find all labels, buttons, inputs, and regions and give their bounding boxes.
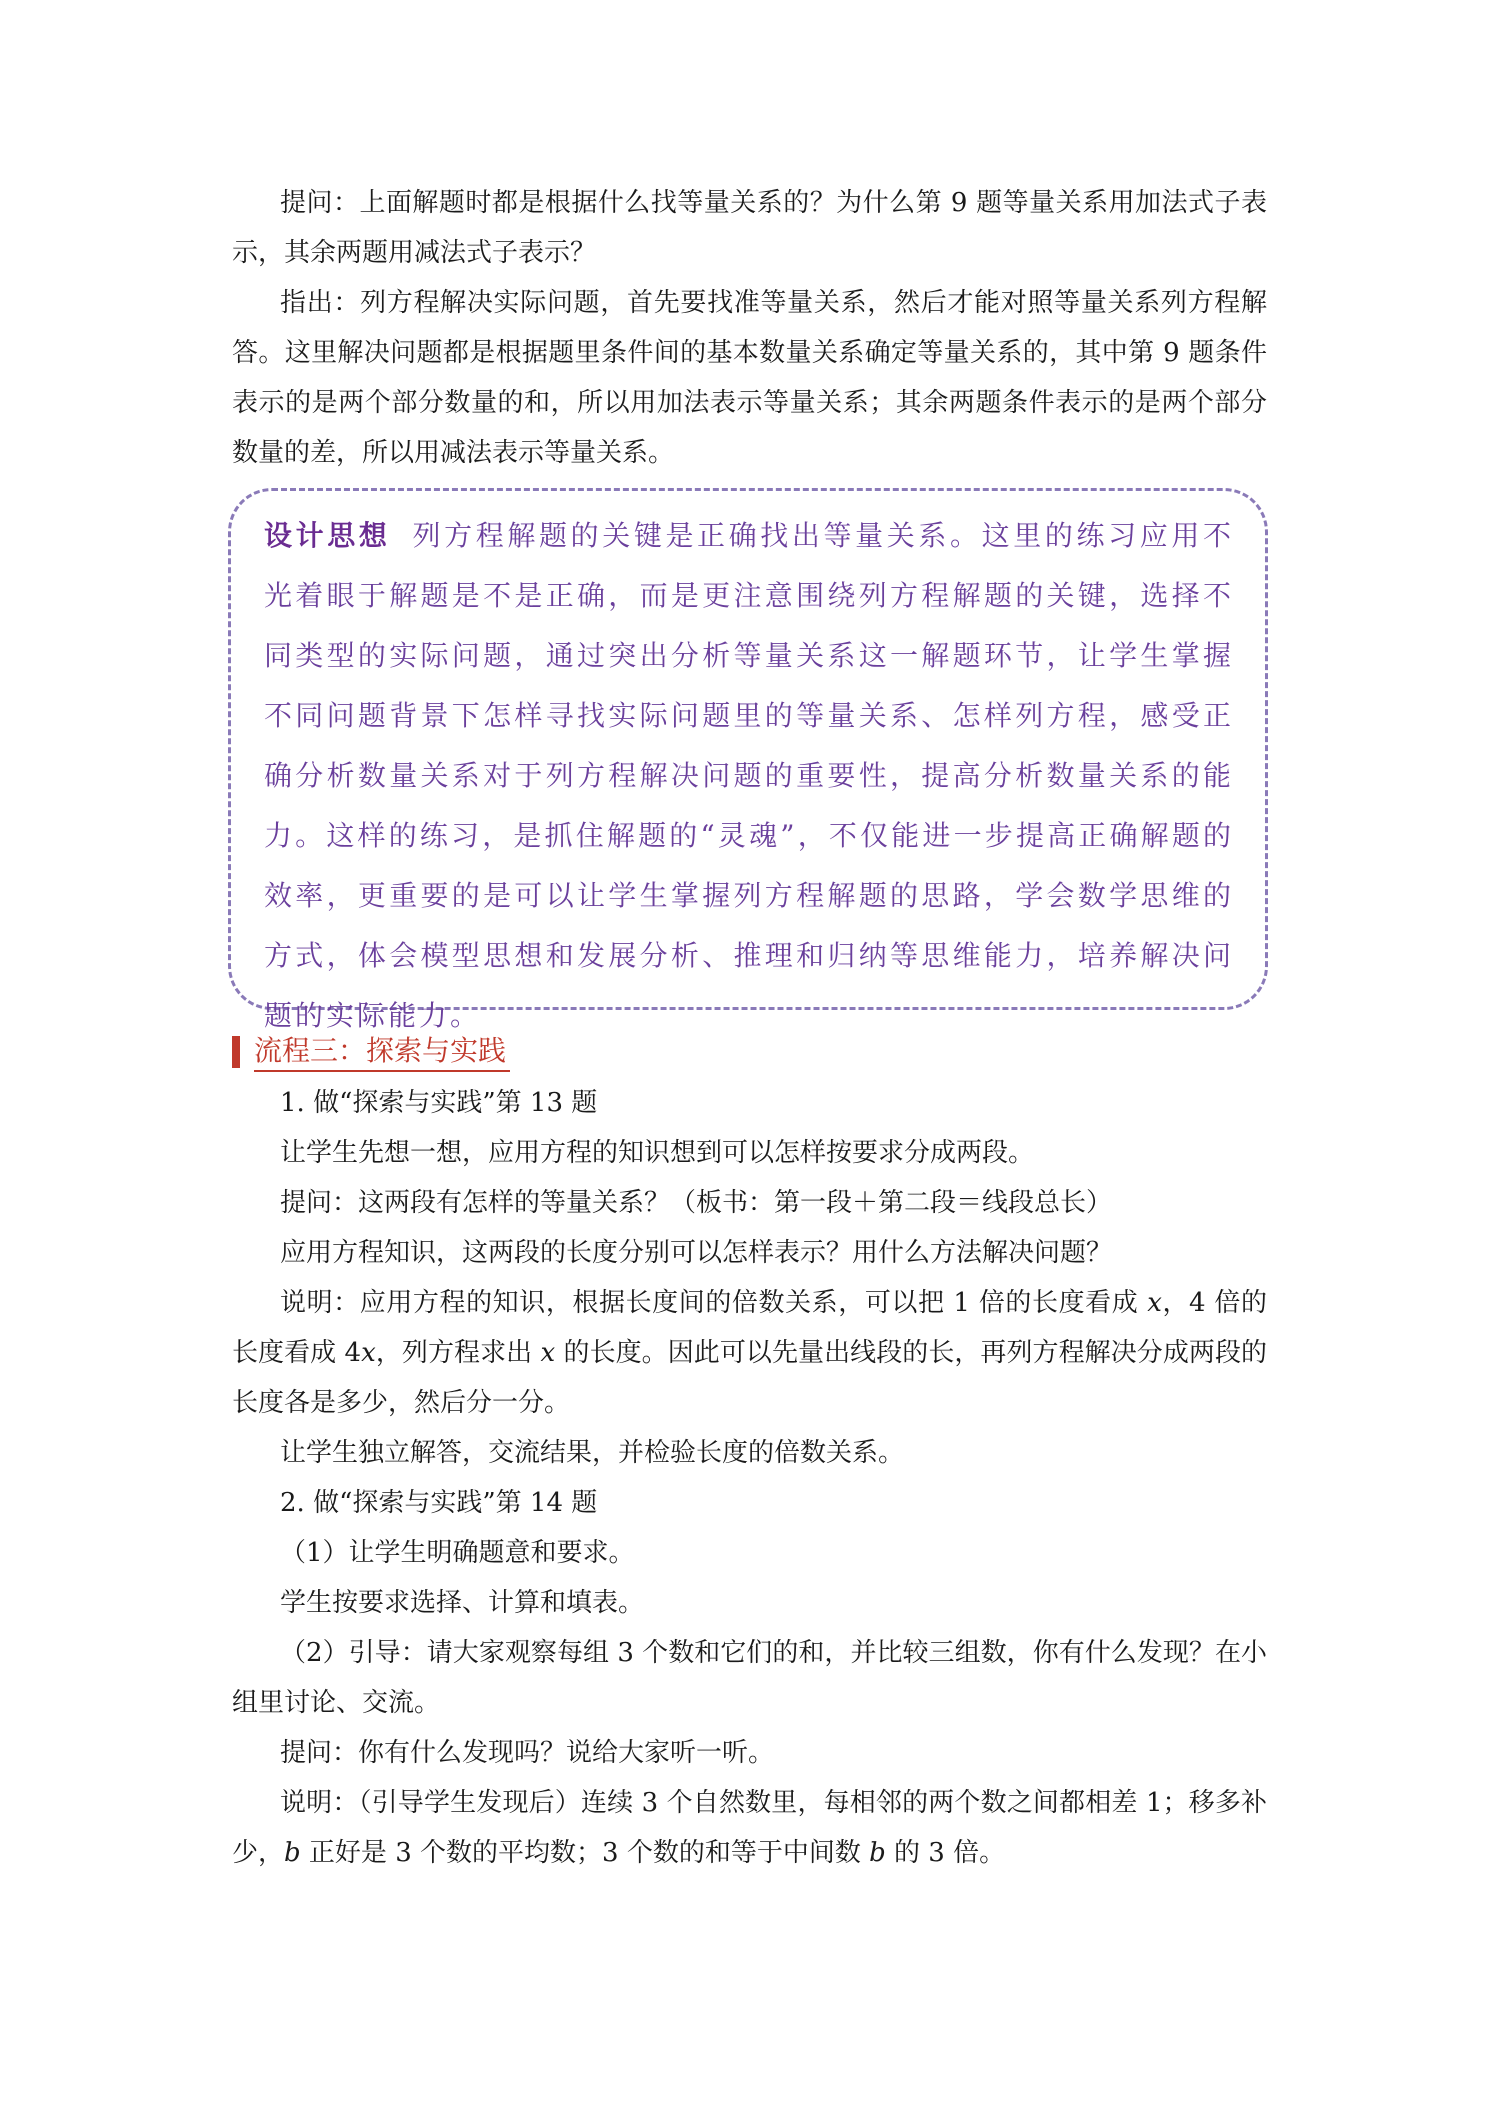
step-1-apply: 应用方程知识，这两段的长度分别可以怎样表示？用什么方法解决问题？ xyxy=(280,1238,1113,1268)
explain-part-4: 的长度。因此可以先量出线段的长，再列方程解决分成两段的长度各是多少，然后分一分。 xyxy=(232,1338,1268,1418)
variable-x: x xyxy=(540,1338,556,1368)
section-marker xyxy=(232,1036,240,1068)
explain-2-part-2: 正好是 3 个数的平均数；3 个数的和等于中间数 xyxy=(300,1838,870,1868)
step-2-title: 2. 做“探索与实践”第 14 题 xyxy=(280,1488,598,1518)
design-thought-text xyxy=(264,506,1234,1046)
design-thought-body: 列方程解题的关键是正确找出等量关系。这里的练习应用不光着眼于解题是不是正确，而是更注意围绕列方程解题的关键，选择不同类型的实际问题，通过突出分析等量关系这一解题环节，让学生掌握不同问题背景下怎样寻找实际问题里的等量关系、怎样列方程，感受正确分析数量关系对于列方程解决问题的重要性，提高分析数量关系的能力。这样的练习，是抓住解题的“灵魂”，不仅能进一步提高正确解题的效率，更重要的是可以让学生掌握列方程解题的思路，学会数学思维的方式，体会模型思想和发展分析、推理和归纳等思维能力，培养解决问题的实际能力。 xyxy=(264,519,1234,1032)
step-1-explain xyxy=(232,1278,1267,1428)
step-1-title: 1. 做“探索与实践”第 13 题 xyxy=(280,1088,598,1118)
variable-x: x xyxy=(1147,1288,1162,1318)
design-thought-label: 设计思想 xyxy=(264,519,391,552)
section-title: 流程三：探索与实践 xyxy=(254,1032,510,1072)
paragraph-question: 提问：上面解题时都是根据什么找等量关系的？为什么第 9 题等量关系用加法式子表示，其余两题用减法式子表示？ xyxy=(232,188,1267,268)
variable-b: b xyxy=(869,1838,886,1868)
paragraph-point-out: 指出：列方程解决实际问题，首先要找准等量关系，然后才能对照等量关系列方程解答。这里解决问题都是根据题里条件间的基本数量关系确定等量关系的，其中第 9 题条件表示的是两个部分数量的和，所以用加法表示等量关系；其余两题条件表示的是两个部分数量的差，所以用减法表示等量关系。 xyxy=(232,288,1267,468)
explain-2-part-1: 说明：（引导学生发现后）连续 3 个自然数里，每相邻的两个数之间都相差 1；移多补少， xyxy=(232,1788,1267,1868)
explain-part-3: ，列方程求出 xyxy=(375,1338,541,1368)
step-2-part-1: （1）让学生明确题意和要求。 xyxy=(280,1538,635,1568)
step-1-independent: 让学生独立解答，交流结果，并检验长度的倍数关系。 xyxy=(280,1438,905,1468)
explain-part-2: ，4 倍的长度看成 4 xyxy=(232,1288,1268,1368)
step-1-think: 让学生先想一想，应用方程的知识想到可以怎样按要求分成两段。 xyxy=(280,1138,1035,1168)
explain-2-part-3: 的 3 倍。 xyxy=(885,1838,1006,1868)
section-header xyxy=(232,1032,510,1072)
step-2-part-2: （2）引导：请大家观察每组 3 个数和它们的和，并比较三组数，你有什么发现？在小组里讨论、交流。 xyxy=(232,1638,1267,1718)
step-2-explain xyxy=(232,1778,1267,1878)
step-2-question: 提问：你有什么发现吗？说给大家听一听。 xyxy=(280,1738,775,1768)
variable-b: b xyxy=(284,1838,301,1868)
step-1-question: 提问：这两段有怎样的等量关系？（板书：第一段＋第二段＝线段总长） xyxy=(280,1188,1113,1218)
step-2-fill-table: 学生按要求选择、计算和填表。 xyxy=(280,1588,645,1618)
variable-x: x xyxy=(361,1338,376,1368)
explain-part-1: 说明：应用方程的知识，根据长度间的倍数关系，可以把 1 倍的长度看成 xyxy=(280,1288,1148,1318)
